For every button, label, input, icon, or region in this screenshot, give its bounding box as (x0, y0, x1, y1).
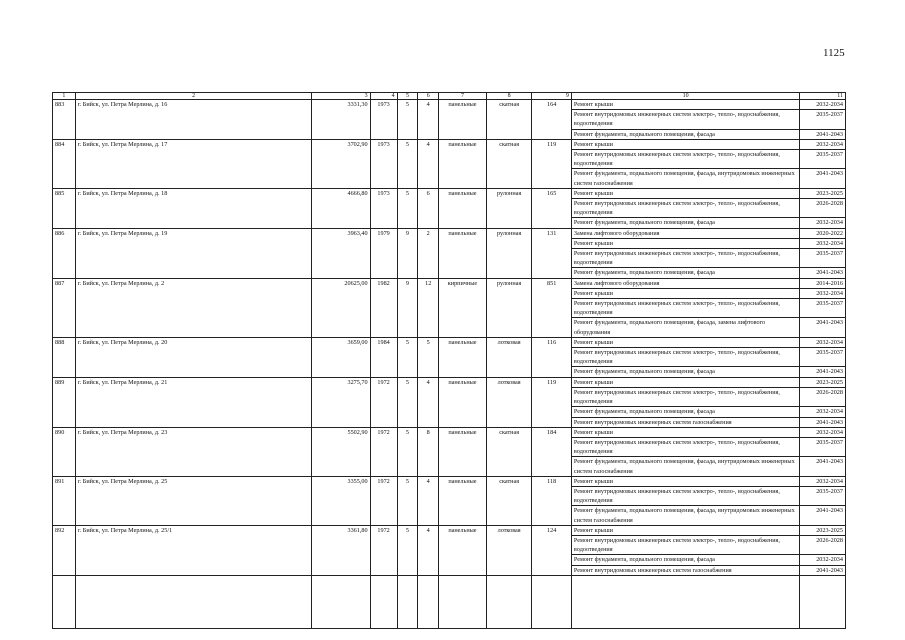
residents-cell: 119 (532, 139, 571, 188)
work-period-cell: 2026-2028 (800, 387, 846, 406)
address-cell: г. Бийск, ул. Петра Мерлина, д. 16 (75, 100, 312, 140)
floors-cell: 5 (397, 525, 418, 575)
work-period-cell: 2041-2043 (800, 318, 846, 337)
entrances-cell: 5 (418, 337, 439, 377)
address-cell: г. Бийск, ул. Петра Мерлина, д. 18 (75, 188, 312, 228)
work-type-cell: Ремонт внутридомовых инженерных систем электро-, тепло-, водоснабжения, водоотведения (571, 535, 799, 554)
area-cell: 4666,80 (312, 188, 370, 228)
area-cell: 3275,70 (312, 377, 370, 427)
column-number: 3 (312, 93, 370, 100)
work-period-cell: 2035-2037 (800, 348, 846, 367)
area-cell: 3355,00 (312, 476, 370, 525)
work-type-cell: Ремонт крыши (571, 525, 799, 535)
work-type-cell: Ремонт фундамента, подвального помещения, фасада, внутридомовых инженерных систем газоснабжения (571, 169, 799, 188)
row-number: 888 (53, 337, 76, 377)
residents-cell: 119 (532, 377, 571, 427)
residents-cell: 131 (532, 228, 571, 278)
floors-cell: 5 (397, 427, 418, 476)
work-type-cell: Ремонт фундамента, подвального помещения, фасада, замена лифтового оборудования (571, 318, 799, 337)
floors-cell: 5 (397, 476, 418, 525)
residents-cell: 124 (532, 525, 571, 575)
work-period-cell: 2026-2028 (800, 199, 846, 218)
work-period-cell: 2032-2034 (800, 139, 846, 149)
entrances-cell: 4 (418, 476, 439, 525)
column-number: 5 (397, 93, 418, 100)
wall-material-cell: панельные (439, 139, 487, 188)
column-number-row (53, 93, 846, 100)
work-period-cell: 2041-2043 (800, 417, 846, 427)
address-cell: г. Бийск, ул. Петра Мерлина, д. 19 (75, 228, 312, 278)
work-type-cell: Замена лифтового оборудования (571, 278, 799, 288)
work-type-cell: Ремонт внутридомовых инженерных систем газоснабжения (571, 565, 799, 575)
residents-cell: 851 (532, 278, 571, 337)
address-cell: г. Бийск, ул. Петра Мерлина, д. 23 (75, 427, 312, 476)
roof-type-cell: скатная (486, 139, 532, 188)
row-number: 892 (53, 525, 76, 575)
empty-cell (418, 575, 439, 628)
work-type-cell: Ремонт крыши (571, 377, 799, 387)
empty-cell (53, 575, 76, 628)
row-number: 885 (53, 188, 76, 228)
address-cell: г. Бийск, ул. Петра Мерлина, д. 25/1 (75, 525, 312, 575)
work-period-cell: 2041-2043 (800, 367, 846, 377)
work-type-cell: Ремонт внутридомовых инженерных систем электро-, тепло-, водоснабжения, водоотведения (571, 299, 799, 318)
work-period-cell: 2041-2043 (800, 268, 846, 278)
work-period-cell: 2023-2025 (800, 525, 846, 535)
year-cell: 1973 (370, 139, 397, 188)
work-type-cell: Ремонт фундамента, подвального помещения, фасада, внутридомовых инженерных систем газоснабжения (571, 457, 799, 476)
year-cell: 1972 (370, 377, 397, 427)
page-number: 1125 (823, 47, 845, 59)
empty-cell (800, 575, 846, 628)
floors-cell: 5 (397, 100, 418, 140)
row-number: 890 (53, 427, 76, 476)
floors-cell: 5 (397, 337, 418, 377)
year-cell: 1972 (370, 525, 397, 575)
area-cell: 3963,40 (312, 228, 370, 278)
work-period-cell: 2035-2037 (800, 299, 846, 318)
work-period-cell: 2041-2043 (800, 129, 846, 139)
work-period-cell: 2020-2022 (800, 228, 846, 238)
empty-cell (486, 575, 532, 628)
entrances-cell: 12 (418, 278, 439, 337)
entrances-cell: 4 (418, 100, 439, 140)
area-cell: 5502,90 (312, 427, 370, 476)
area-cell: 3659,00 (312, 337, 370, 377)
entrances-cell: 4 (418, 377, 439, 427)
work-period-cell: 2041-2043 (800, 169, 846, 188)
work-type-cell: Ремонт внутридомовых инженерных систем электро-, тепло-, водоснабжения, водоотведения (571, 249, 799, 268)
entrances-cell: 4 (418, 139, 439, 188)
roof-type-cell: рулонная (486, 188, 532, 228)
work-type-cell: Ремонт внутридомовых инженерных систем газоснабжения (571, 417, 799, 427)
work-type-cell: Ремонт внутридомовых инженерных систем электро-, тепло-, водоснабжения, водоотведения (571, 486, 799, 505)
roof-type-cell: лотковая (486, 525, 532, 575)
wall-material-cell: панельные (439, 476, 487, 525)
work-type-cell: Ремонт внутридомовых инженерных систем электро-, тепло-, водоснабжения, водоотведения (571, 199, 799, 218)
work-period-cell: 2032-2034 (800, 238, 846, 248)
work-type-cell: Ремонт фундамента, подвального помещения, фасада, внутридомовых инженерных систем газоснабжения (571, 506, 799, 525)
work-type-cell: Ремонт фундамента, подвального помещения, фасада (571, 218, 799, 228)
roof-type-cell: скатная (486, 100, 532, 140)
roof-type-cell: лотковая (486, 337, 532, 377)
work-period-cell: 2023-2025 (800, 377, 846, 387)
work-type-cell: Ремонт внутридомовых инженерных систем электро-, тепло-, водоснабжения, водоотведения (571, 387, 799, 406)
residents-cell: 184 (532, 427, 571, 476)
table-row (53, 427, 846, 437)
roof-type-cell: рулонная (486, 278, 532, 337)
residents-cell: 165 (532, 188, 571, 228)
work-period-cell: 2026-2028 (800, 535, 846, 554)
column-number: 2 (75, 93, 312, 100)
area-cell: 3331,30 (312, 100, 370, 140)
wall-material-cell: кирпичные (439, 278, 487, 337)
empty-cell (312, 575, 370, 628)
wall-material-cell: панельные (439, 228, 487, 278)
work-type-cell: Ремонт внутридомовых инженерных систем электро-, тепло-, водоснабжения, водоотведения (571, 110, 799, 129)
row-number: 886 (53, 228, 76, 278)
work-period-cell: 2032-2034 (800, 100, 846, 110)
table-row (53, 228, 846, 238)
year-cell: 1973 (370, 188, 397, 228)
column-number: 10 (571, 93, 799, 100)
wall-material-cell: панельные (439, 188, 487, 228)
address-cell: г. Бийск, ул. Петра Мерлина, д. 17 (75, 139, 312, 188)
row-number: 891 (53, 476, 76, 525)
address-cell: г. Бийск, ул. Петра Мерлина, д. 20 (75, 337, 312, 377)
year-cell: 1982 (370, 278, 397, 337)
work-period-cell: 2032-2034 (800, 288, 846, 298)
roof-type-cell: рулонная (486, 228, 532, 278)
work-period-cell: 2032-2034 (800, 337, 846, 347)
floors-cell: 5 (397, 139, 418, 188)
work-type-cell: Ремонт внутридомовых инженерных систем электро-, тепло-, водоснабжения, водоотведения (571, 437, 799, 456)
work-type-cell: Ремонт внутридомовых инженерных систем электро-, тепло-, водоснабжения, водоотведения (571, 150, 799, 169)
work-period-cell: 2041-2043 (800, 565, 846, 575)
roof-type-cell: лотковая (486, 377, 532, 427)
row-number: 889 (53, 377, 76, 427)
wall-material-cell: панельные (439, 427, 487, 476)
area-cell: 3361,80 (312, 525, 370, 575)
table-row (53, 377, 846, 387)
work-period-cell: 2032-2034 (800, 218, 846, 228)
table-row (53, 337, 846, 347)
year-cell: 1972 (370, 427, 397, 476)
table-row (53, 139, 846, 149)
work-period-cell: 2014-2016 (800, 278, 846, 288)
row-number: 884 (53, 139, 76, 188)
entrances-cell: 6 (418, 188, 439, 228)
floors-cell: 9 (397, 228, 418, 278)
work-period-cell: 2035-2037 (800, 437, 846, 456)
work-period-cell: 2032-2034 (800, 407, 846, 417)
work-type-cell: Ремонт фундамента, подвального помещения, фасада (571, 268, 799, 278)
address-cell: г. Бийск, ул. Петра Мерлина, д. 21 (75, 377, 312, 427)
column-number: 1 (53, 93, 76, 100)
work-period-cell: 2041-2043 (800, 457, 846, 476)
address-cell: г. Бийск, ул. Петра Мерлина, д. 25 (75, 476, 312, 525)
residents-cell: 116 (532, 337, 571, 377)
work-period-cell: 2032-2034 (800, 555, 846, 565)
entrances-cell: 4 (418, 525, 439, 575)
year-cell: 1972 (370, 476, 397, 525)
empty-row (53, 575, 846, 628)
column-number: 9 (532, 93, 571, 100)
work-type-cell: Ремонт фундамента, подвального помещения, фасада (571, 367, 799, 377)
work-period-cell: 2035-2037 (800, 486, 846, 505)
work-type-cell: Ремонт внутридомовых инженерных систем электро-, тепло-, водоснабжения, водоотведения (571, 348, 799, 367)
wall-material-cell: панельные (439, 525, 487, 575)
work-type-cell: Ремонт крыши (571, 238, 799, 248)
entrances-cell: 8 (418, 427, 439, 476)
work-period-cell: 2035-2037 (800, 150, 846, 169)
year-cell: 1984 (370, 337, 397, 377)
address-cell: г. Бийск, ул. Петра Мерлина, д. 2 (75, 278, 312, 337)
column-number: 6 (418, 93, 439, 100)
floors-cell: 5 (397, 377, 418, 427)
year-cell: 1979 (370, 228, 397, 278)
residents-cell: 164 (532, 100, 571, 140)
work-type-cell: Ремонт фундамента, подвального помещения, фасада (571, 129, 799, 139)
table-row (53, 100, 846, 110)
empty-cell (370, 575, 397, 628)
work-period-cell: 2035-2037 (800, 110, 846, 129)
work-type-cell: Ремонт крыши (571, 100, 799, 110)
column-number: 8 (486, 93, 532, 100)
work-type-cell: Ремонт фундамента, подвального помещения, фасада (571, 407, 799, 417)
work-type-cell: Ремонт крыши (571, 476, 799, 486)
column-number: 7 (439, 93, 487, 100)
work-period-cell: 2023-2025 (800, 188, 846, 198)
work-type-cell: Ремонт фундамента, подвального помещения, фасада (571, 555, 799, 565)
floors-cell: 9 (397, 278, 418, 337)
roof-type-cell: скатная (486, 427, 532, 476)
work-type-cell: Ремонт крыши (571, 427, 799, 437)
empty-cell (439, 575, 487, 628)
table-body (53, 100, 846, 629)
empty-cell (75, 575, 312, 628)
column-number: 11 (800, 93, 846, 100)
residents-cell: 118 (532, 476, 571, 525)
capital-repair-table (52, 92, 846, 629)
table-row (53, 188, 846, 198)
area-cell: 3702,90 (312, 139, 370, 188)
wall-material-cell: панельные (439, 100, 487, 140)
area-cell: 20625,00 (312, 278, 370, 337)
work-type-cell: Замена лифтового оборудования (571, 228, 799, 238)
wall-material-cell: панельные (439, 377, 487, 427)
work-type-cell: Ремонт крыши (571, 188, 799, 198)
work-period-cell: 2041-2043 (800, 506, 846, 525)
row-number: 883 (53, 100, 76, 140)
entrances-cell: 2 (418, 228, 439, 278)
floors-cell: 5 (397, 188, 418, 228)
empty-cell (397, 575, 418, 628)
table-row (53, 278, 846, 288)
empty-cell (571, 575, 799, 628)
roof-type-cell: скатная (486, 476, 532, 525)
work-period-cell: 2032-2034 (800, 476, 846, 486)
work-period-cell: 2035-2037 (800, 249, 846, 268)
year-cell: 1973 (370, 100, 397, 140)
work-type-cell: Ремонт крыши (571, 139, 799, 149)
work-period-cell: 2032-2034 (800, 427, 846, 437)
empty-cell (532, 575, 571, 628)
table-row (53, 476, 846, 486)
table-row (53, 525, 846, 535)
work-type-cell: Ремонт крыши (571, 337, 799, 347)
row-number: 887 (53, 278, 76, 337)
work-type-cell: Ремонт крыши (571, 288, 799, 298)
wall-material-cell: панельные (439, 337, 487, 377)
column-number: 4 (370, 93, 397, 100)
